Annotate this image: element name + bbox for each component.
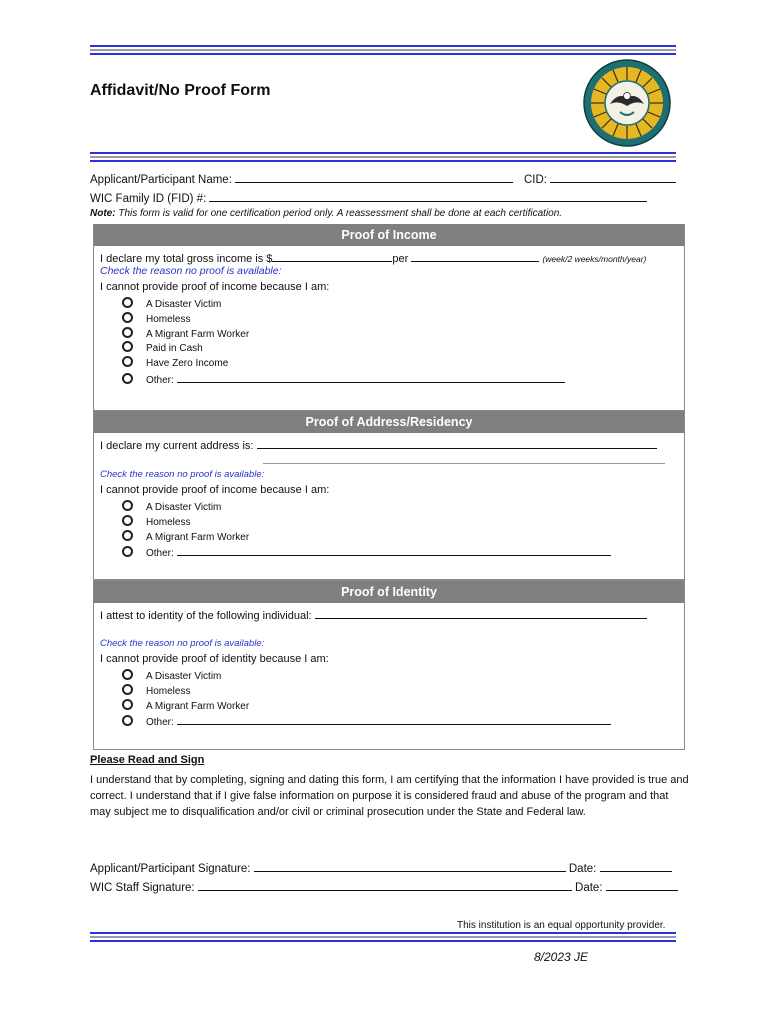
address-second-line[interactable] [263, 452, 665, 467]
certification-paragraph: I understand that by completing, signing and dating this form, I am certifying that the information I have provided is true and correct. I understand that if I give false information on purpose it is considered fraud and abuse of the program and that may subject me to disqualification and/or civil or criminal prosecution under the State and Federal law. [90, 774, 689, 818]
identity-option-other[interactable]: Other: [122, 713, 611, 728]
radio-button-icon[interactable] [122, 500, 133, 511]
income-option-paid-in-cash[interactable]: Paid in Cash [122, 341, 203, 354]
staff-date-label: Date: [575, 882, 603, 894]
applicant-name-label: Applicant/Participant Name: [90, 174, 232, 186]
income-option-homeless[interactable]: Homeless [122, 312, 190, 325]
radio-button-icon[interactable] [122, 530, 133, 541]
applicant-name-field[interactable] [90, 171, 513, 186]
address-option-homeless[interactable]: Homeless [122, 515, 190, 528]
footer-rule [90, 932, 676, 944]
proof-of-address-header: Proof of Address/Residency [94, 411, 684, 433]
address-declaration[interactable] [100, 437, 657, 452]
staff-signature-field[interactable] [90, 879, 678, 894]
address-declare-label: I declare my current address is: [100, 440, 254, 452]
income-option-migrant-farm-worker[interactable]: A Migrant Farm Worker [122, 327, 249, 340]
proof-of-income-section [93, 224, 685, 411]
income-option-zero-income[interactable]: Have Zero Income [122, 356, 228, 369]
income-option-other[interactable]: Other: [122, 371, 565, 386]
radio-button-icon[interactable] [122, 699, 133, 710]
radio-button-icon[interactable] [122, 312, 133, 323]
equal-opportunity-statement: This institution is an equal opportunity provider. [457, 920, 666, 931]
radio-button-icon[interactable] [122, 546, 133, 557]
cid-label: CID: [524, 174, 547, 186]
income-per-label: per [392, 253, 409, 265]
form-revision-date: 8/2023 JE [534, 950, 589, 964]
radio-button-icon[interactable] [122, 684, 133, 695]
address-option-other[interactable]: Other: [122, 544, 611, 559]
applicant-signature-label: Applicant/Participant Signature: [90, 863, 251, 875]
radio-button-icon[interactable] [122, 515, 133, 526]
income-period-hint: (week/2 weeks/month/year) [542, 254, 647, 264]
radio-button-icon[interactable] [122, 373, 133, 384]
staff-signature-label: WIC Staff Signature: [90, 882, 195, 894]
radio-button-icon[interactable] [122, 715, 133, 726]
identity-check-reason: Check the reason no proof is available: [100, 638, 265, 649]
header-rule [90, 152, 676, 164]
identity-option-homeless[interactable]: Homeless [122, 684, 190, 697]
proof-of-identity-section [93, 580, 685, 750]
identity-option-migrant-farm-worker[interactable]: A Migrant Farm Worker [122, 699, 249, 712]
proof-of-identity-header: Proof of Identity [94, 581, 684, 603]
radio-button-icon[interactable] [122, 669, 133, 680]
proof-of-income-header: Proof of Income [94, 224, 684, 246]
proof-of-address-section [93, 410, 685, 580]
radio-button-icon[interactable] [122, 327, 133, 338]
form-title: Affidavit/No Proof Form [90, 82, 271, 99]
tribal-seal-logo [582, 58, 672, 148]
address-option-disaster-victim[interactable]: A Disaster Victim [122, 500, 221, 513]
address-option-migrant-farm-worker[interactable]: A Migrant Farm Worker [122, 530, 249, 543]
applicant-date-label: Date: [568, 863, 597, 875]
fid-field[interactable] [90, 190, 647, 205]
radio-button-icon[interactable] [122, 356, 133, 367]
cid-field[interactable] [524, 171, 676, 186]
income-declaration[interactable] [100, 250, 646, 265]
applicant-signature-field[interactable] [90, 860, 672, 875]
income-cannot-provide: I cannot provide proof of income because I am: [100, 281, 330, 293]
note-label: Note: [90, 208, 116, 219]
address-cannot-provide: I cannot provide proof of income because I am: [100, 484, 330, 496]
please-read-and-sign-heading: Please Read and Sign [90, 754, 205, 766]
radio-button-icon[interactable] [122, 341, 133, 352]
note-text: This form is valid for one certification period only. A reassessment shall be done at each certification. [115, 208, 563, 219]
fid-label: WIC Family ID (FID) #: [90, 193, 207, 205]
income-declare-label: I declare my total gross income is $ [100, 253, 273, 265]
income-option-disaster-victim[interactable]: A Disaster Victim [122, 297, 221, 310]
radio-button-icon[interactable] [122, 297, 133, 308]
top-rule [90, 45, 676, 57]
address-check-reason: Check the reason no proof is available: [100, 469, 265, 480]
certification-note [90, 208, 562, 219]
identity-cannot-provide: I cannot provide proof of identity because I am: [100, 653, 329, 665]
identity-option-disaster-victim[interactable]: A Disaster Victim [122, 669, 221, 682]
identity-attestation[interactable] [100, 607, 647, 622]
identity-attest-label: I attest to identity of the following individual: [100, 610, 312, 622]
income-check-reason: Check the reason no proof is available: [100, 265, 282, 277]
